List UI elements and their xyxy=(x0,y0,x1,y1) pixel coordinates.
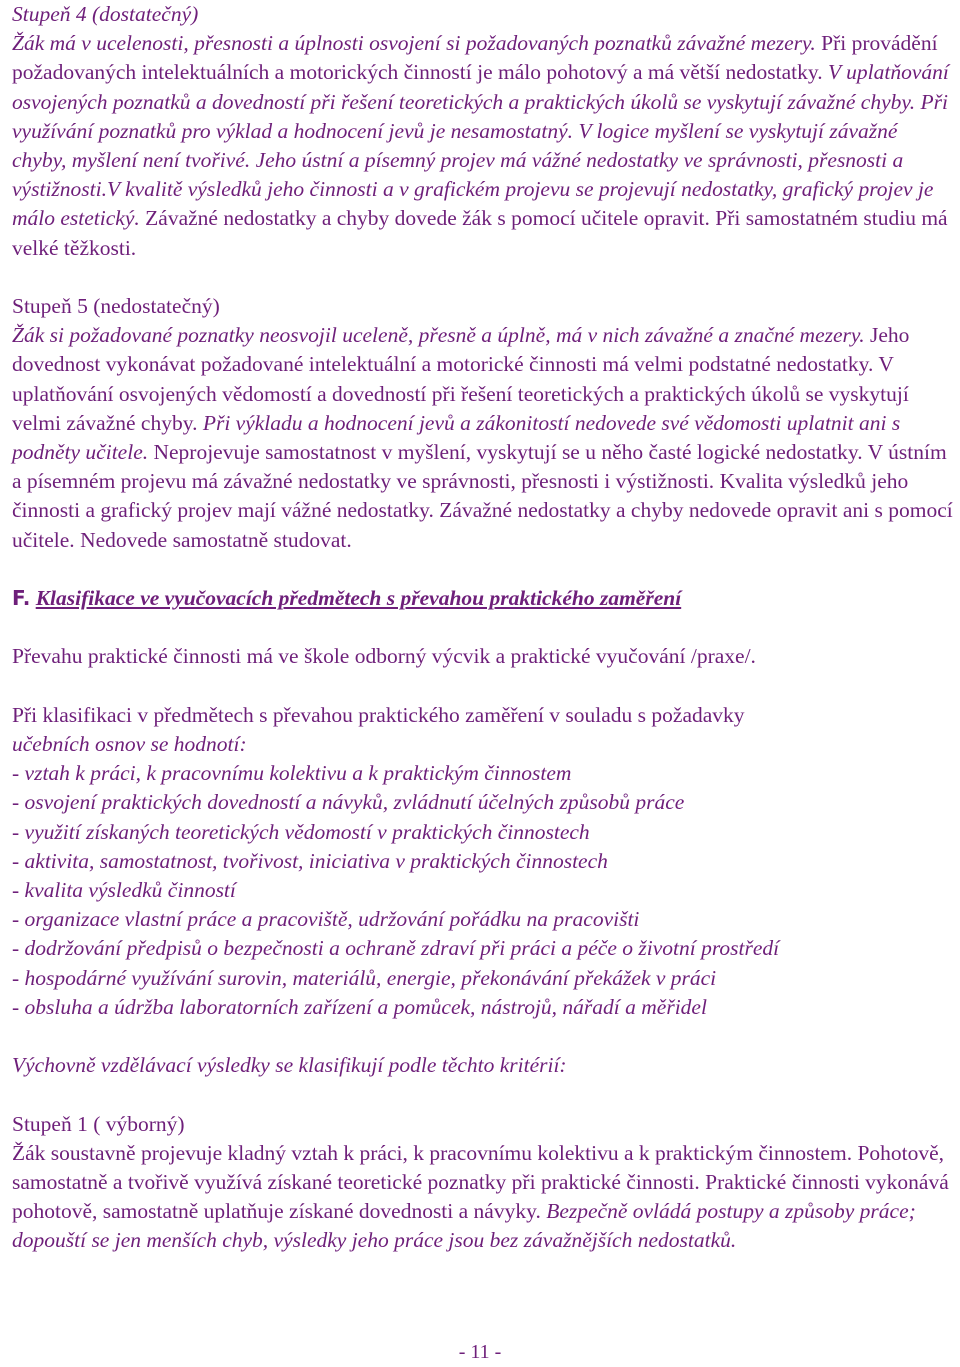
grade-5-section xyxy=(12,292,956,555)
section-f-intro xyxy=(12,642,956,671)
grade-4-heading: Stupeň 4 (dostatečný) xyxy=(12,2,199,26)
grade-4-sentence: Při využívání poznatků pro výklad a hodnocení jevů je nesamostatný. xyxy=(12,89,948,143)
criteria-intro-part: Při klasifikaci v předmětech xyxy=(12,702,254,727)
list-item: - využití získaných teoretických vědomostí v praktických činnostech xyxy=(12,819,590,844)
grade-5-sentence: Nedovede samostatně studovat. xyxy=(80,527,352,552)
grade-1-sentence: Bezpečně ovládá postupy a způsoby práce; dopouští se jen menších chyb, výsledky jeho práce jsou bez závažnějších nedostatků. xyxy=(12,1199,916,1253)
list-item: - aktivita, samostatnost, tvořivost, iniciativa v praktických činnostech xyxy=(12,848,608,873)
section-f-intro-text: Převahu praktické činnosti má ve škole odborný výcvik a praktické vyučování xyxy=(12,644,686,669)
grade-5-sentence: V uplatňování osvojených vědomostí a dovedností při řešení teoretických a praktických úkolů se vyskytují velmi závažné chyby. xyxy=(12,352,909,435)
list-item: - dodržování předpisů o bezpečnosti a ochraně zdraví při práci a péče o životní prostředí xyxy=(12,936,780,961)
criteria-intro xyxy=(12,701,956,759)
grade-4-sentence: V uplatňování osvojených poznatků a dovedností při řešení teoretických a praktických úkolů se vyskytují závažné chyby. xyxy=(12,60,949,114)
grade-4-sentence: V logice myšlení se vyskytují závažné chyby, myšlení není tvořivé. xyxy=(12,118,898,173)
grade-4-section xyxy=(12,0,956,263)
grade-5-sentence: Při výkladu a hodnocení jevů a zákonitostí nedovede své vědomosti uplatnit ani s podněty učitele. xyxy=(12,410,901,465)
criteria-list xyxy=(12,759,956,1022)
grade-4-sentence: Žák má v ucelenosti, přesnosti a úplnosti osvojení si požadovaných poznatků závažné mezery. xyxy=(12,31,816,56)
grade-5-sentence: Závažné nedostatky a chyby nedovede opravit ani s pomocí učitele. xyxy=(12,498,953,552)
grade-4-sentence: V kvalitě výsledků jeho činnosti a v grafickém projevu se projevují nedostatky, grafický projev je málo estetický. xyxy=(12,177,934,231)
section-f-heading xyxy=(12,584,956,613)
list-item: - organizace vlastní práce a pracoviště, udržování pořádku na pracovišti xyxy=(12,907,640,932)
grade-5-sentence: V ústním a písemném projevu má závažné nedostatky ve správnosti, přesnosti i výstižnosti. xyxy=(12,440,947,494)
results-line: Výchovně vzdělávací výsledky se klasifikují podle těchto kritérií: xyxy=(12,1053,567,1078)
list-item: - obsluha a údržba laboratorních zařízení a pomůcek, nástrojů, nářadí a měřidel xyxy=(12,994,707,1019)
list-item: - kvalita výsledků činností xyxy=(12,878,236,903)
grade-4-sentence: Při samostatném studiu má velké těžkosti. xyxy=(12,206,948,260)
grade-5-sentence: Kvalita výsledků jeho činnosti a grafický projev mají vážné nedostatky. xyxy=(12,469,909,523)
grade-1-text xyxy=(12,1139,956,1256)
list-item: - osvojení praktických dovedností a návyků, zvládnutí účelných způsobů práce xyxy=(12,790,685,815)
criteria-intro-part: s převahou praktického zaměření v souladu s požadavky xyxy=(253,702,745,727)
grade-5-sentence: Žák si požadované poznatky neosvojil uceleně, přesně a úplně, má v nich závažné a značné mezery. xyxy=(12,323,865,348)
grade-1-sentence: Žák soustavně projevuje kladný vztah k práci, k pracovnímu kolektivu a k praktickým činnostem. xyxy=(12,1140,853,1165)
grade-5-sentence: Jeho dovednost vykonávat požadované intelektuální a motorické činnosti má velmi podstatné nedostatky. xyxy=(12,323,910,377)
grade-5-heading: Stupeň 5 (nedostatečný) xyxy=(12,294,220,319)
document-page xyxy=(12,0,956,1256)
grade-4-sentence: Závažné nedostatky a chyby dovede žák s pomocí učitele opravit. xyxy=(145,206,710,231)
grade-4-sentence: Při provádění požadovaných intelektuálních a motorických činností je málo pohotový a má větší nedostatky. xyxy=(12,31,938,85)
grade-1-sentence: Pohotově, samostatně a tvořivě využívá získané teoretické poznatky při praktické činnosti. xyxy=(12,1140,945,1195)
grade-1-heading: Stupeň 1 ( výborný) xyxy=(12,1111,185,1136)
grade-5-sentence: Neprojevuje samostatnost v myšlení, vyskytují se u něho časté logické nedostatky. xyxy=(153,440,863,465)
section-f-title: Klasifikace ve vyučovacích předmětech s převahou praktického zaměření xyxy=(35,586,682,611)
section-f-intro-tail: /praxe/. xyxy=(685,644,756,669)
list-item: - vztah k práci, k pracovnímu kolektivu a k praktickým činnostem xyxy=(12,761,572,786)
grade-4-text xyxy=(12,29,956,263)
grade-5-text xyxy=(12,321,956,555)
page-number: - 11 - xyxy=(458,1341,502,1363)
grade-1-section xyxy=(12,1110,956,1256)
grade-1-sentence: Praktické činnosti vykonává pohotově, samostatně uplatňuje získané dovednosti a návyky. xyxy=(12,1170,949,1224)
criteria-intro-part: učebních osnov se hodnotí: xyxy=(12,732,247,757)
grade-4-sentence: Jeho ústní a písemný projev má vážné nedostatky ve správnosti, přesnosti a výstižnosti. xyxy=(12,148,904,202)
list-item: - hospodárné využívání surovin, materiálů, energie, překonávání překážek v práci xyxy=(12,965,717,990)
section-f-letter: F. xyxy=(12,586,31,611)
